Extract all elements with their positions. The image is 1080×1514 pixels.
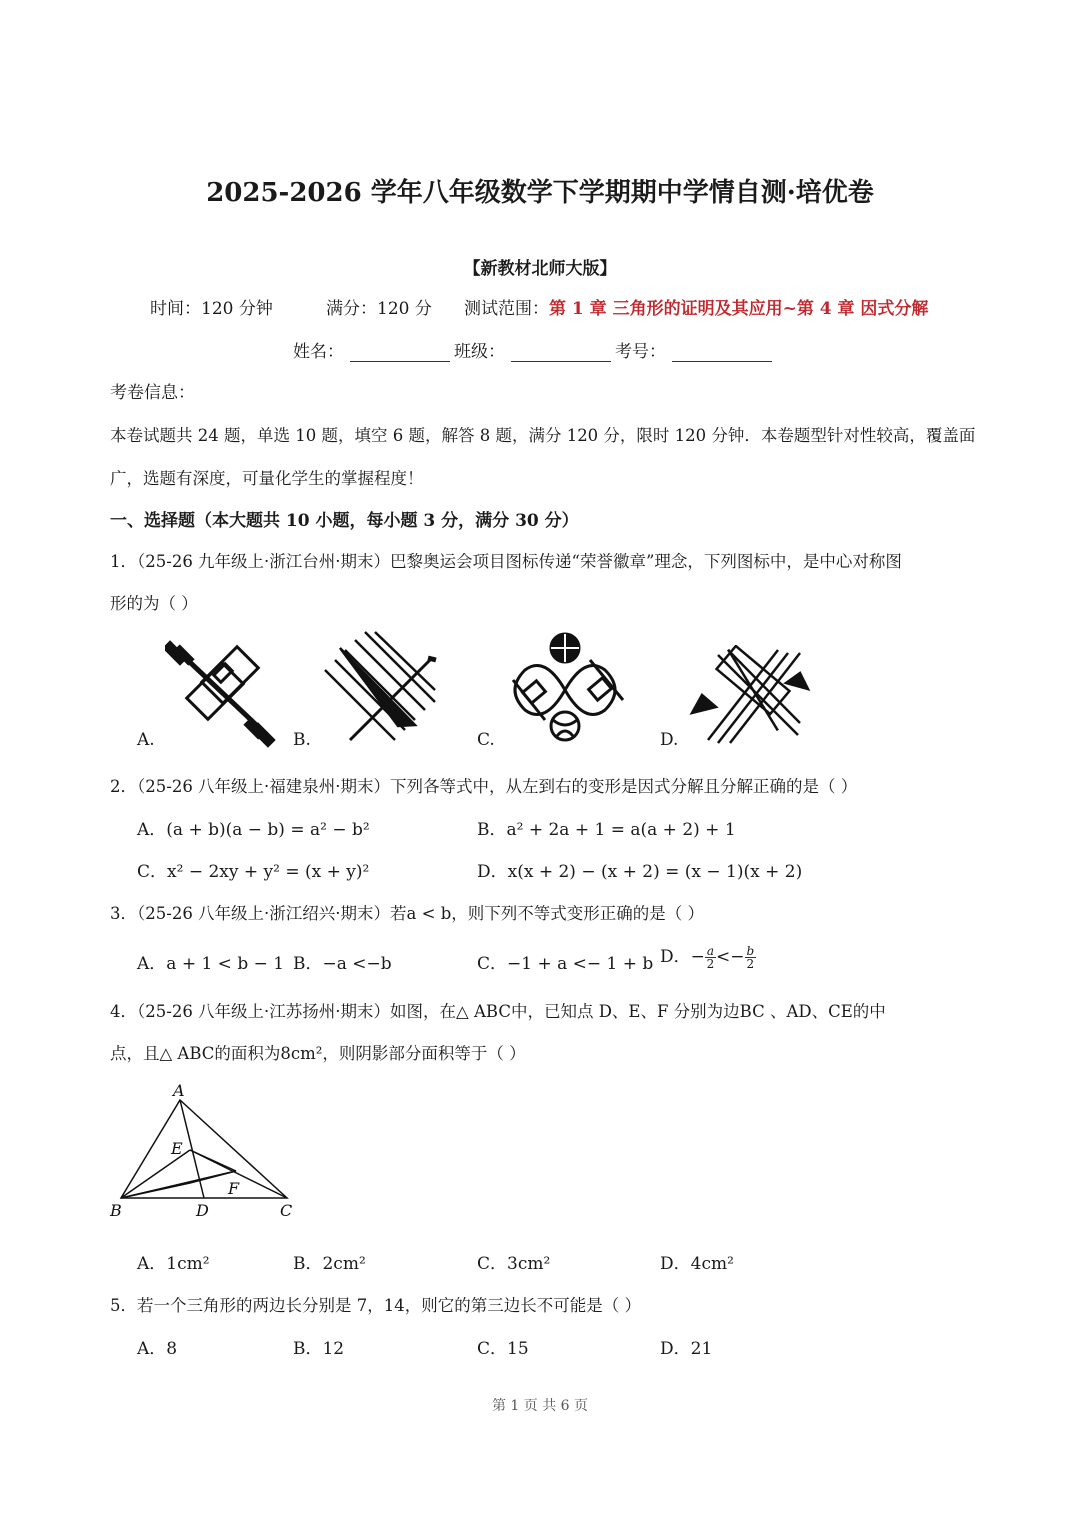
q2-stem: 2．（25-26 八年级上·福建泉州·期末）下列各等式中，从左到右的变形是因式分解且分解正确的是（ ） [110,777,858,796]
label-C: C [280,1201,293,1220]
q1-option-d[interactable]: D. [660,730,679,750]
time-label: 时间：120 分钟 [150,299,273,319]
section-heading: 一、选择题（本大题共 10 小题，每小题 3 分，满分 30 分） [110,511,579,531]
basketball-icon [505,630,630,745]
info-heading: 考卷信息： [110,383,195,403]
q3-d-frac-b: $\frac{b}{2}$ [746,944,755,971]
q4-option-c[interactable]: C．3cm² [477,1254,551,1274]
q1-option-b[interactable]: B. [293,730,311,750]
class-label: 班级： [454,342,505,362]
q2-option-a[interactable]: A．(a + b)(a − b) = a² − b² [137,820,370,840]
q2-option-d[interactable]: D．x(x + 2) − (x + 2) = (x − 1)(x + 2) [477,862,803,882]
info-line-2: 广，选题有深度，可量化学生的掌握程度！ [110,469,424,488]
label-E: E [171,1139,183,1158]
weightlifting-icon [165,638,280,748]
q3-option-b[interactable]: B．−a <−b [293,954,392,974]
triangle-figure [105,1080,305,1220]
badminton-icon [688,645,813,745]
q5-option-a[interactable]: A．8 [137,1339,178,1359]
q3-option-c[interactable]: C．−1 + a <− 1 + b [477,954,654,974]
scope-value: 第 1 章 三角形的证明及其应用~第 4 章 因式分解 [549,299,929,319]
q1-option-c[interactable]: C. [477,730,495,750]
info-line-1: 本卷试题共 24 题，单选 10 题，填空 6 题，解答 8 题，满分 120 分，限时 120 分钟．本卷题型针对性较高，覆盖面 [110,426,976,445]
name-blank[interactable] [350,344,450,362]
edition-label: 【新教材北师大版】 [463,259,617,279]
q4-line-2: 点，且△ ABC的面积为8cm²，则阴影部分面积等于（ ） [110,1044,526,1063]
q3-stem: 3．（25-26 八年级上·浙江绍兴·期末）若a < b，则下列不等式变形正确的是（ ） [110,904,705,923]
q3-d-frac-a: $\frac{a}{2}$ [706,944,715,971]
q4-option-d[interactable]: D．4cm² [660,1254,734,1274]
q5-stem: 5．若一个三角形的两边长分别是 7，14，则它的第三边长不可能是（ ） [110,1296,641,1315]
id-label: 考号： [615,342,666,362]
label-B: B [110,1201,122,1220]
q1-option-a[interactable]: A. [137,730,155,750]
q1-line-2: 形的为（ ） [110,594,198,613]
class-blank[interactable] [511,344,611,362]
rowing-icon [320,630,440,745]
q4-option-a[interactable]: A．1cm² [137,1254,210,1274]
label-A: A [173,1081,185,1100]
q3-option-a[interactable]: A．a + 1 < b − 1 [137,954,285,974]
scope-label: 测试范围： [464,299,549,319]
score-label: 满分：120 分 [326,299,432,319]
id-blank[interactable] [672,344,772,362]
q3-option-d[interactable] [660,942,756,970]
q5-option-b[interactable]: B．12 [293,1339,345,1359]
label-F: F [228,1179,240,1198]
q5-option-d[interactable]: D．21 [660,1339,713,1359]
q3-d-mid: <− [716,947,745,967]
student-info-row [293,337,776,362]
page-footer: 第 1 页 共 6 页 [491,1398,589,1414]
name-label: 姓名： [293,342,344,362]
scope-row [464,294,928,319]
q5-option-c[interactable]: C．15 [477,1339,529,1359]
q4-line-1: 4．（25-26 八年级上·江苏扬州·期末）如图，在△ ABC中，已知点 D、E、F 分别为边BC 、AD、CE的中 [110,1002,886,1021]
label-D: D [196,1201,209,1220]
page-title: 2025-2026 学年八年级数学下学期期中学情自测·培优卷 [206,178,874,208]
q3-d-prefix: D．− [660,947,705,967]
q2-option-c[interactable]: C．x² − 2xy + y² = (x + y)² [137,862,370,882]
q4-option-b[interactable]: B．2cm² [293,1254,366,1274]
q1-line-1: 1．（25-26 九年级上·浙江台州·期末）巴黎奥运会项目图标传递“荣誉徽章”理念，下列图标中，是中心对称图 [110,552,902,571]
q2-option-b[interactable]: B．a² + 2a + 1 = a(a + 2) + 1 [477,820,736,840]
